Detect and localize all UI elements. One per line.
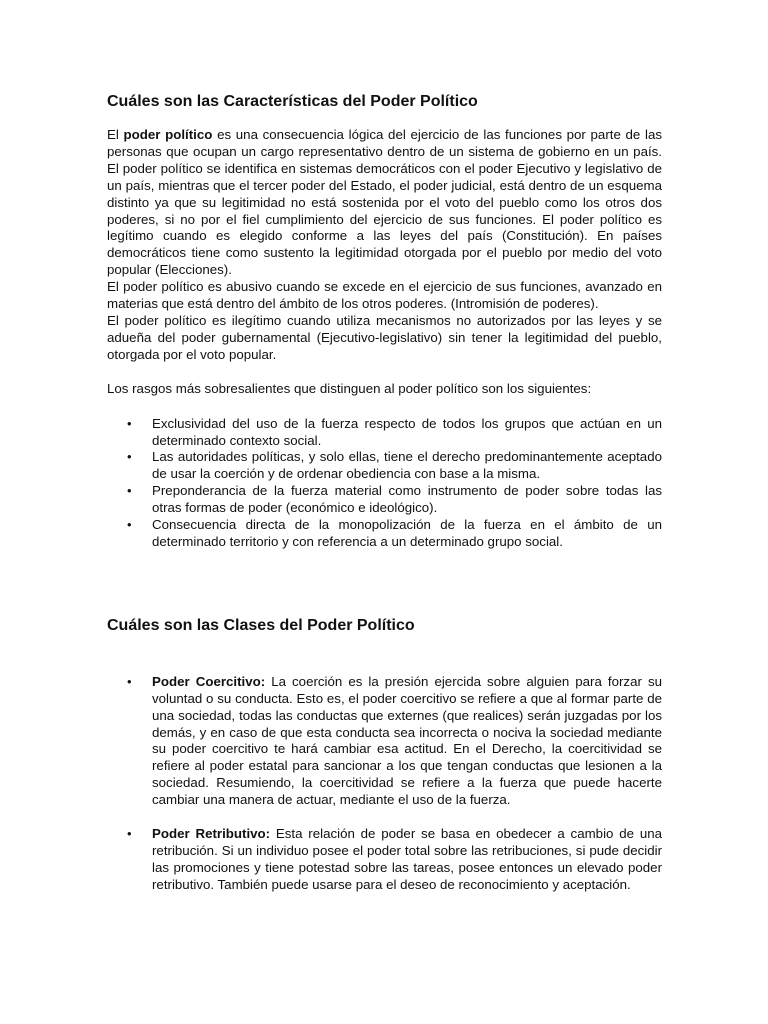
class-text: Esta relación de poder se basa en obedecer a cambio de una retribución. Si un individuo posee el poder total sobre las retribuciones, si pude decidir las promociones y tiene potestad sobre las tareas, posee entonces un elevado poder retributivo. También puede usarse para el deseo de reconocimiento y aceptación. — [152, 826, 662, 892]
class-term: Poder Retributivo: — [152, 826, 271, 842]
abusive-paragraph: El poder político es abusivo cuando se excede en el ejercicio de sus funciones, avanzado en materias que está dentro del ámbito de los otros poderes. (Intromisión de poderes). — [107, 279, 662, 312]
list-item-text: Preponderancia de la fuerza material como instrumento de poder sobre todas las otras formas de poder (económico e ideológico). — [152, 483, 662, 516]
bullet-icon: • — [127, 415, 132, 431]
bullet-icon: • — [127, 449, 132, 465]
section-title-characteristics: Cuáles son las Características del Poder Político — [107, 93, 478, 110]
bullet-icon: • — [127, 673, 132, 689]
illegitimate-paragraph: El poder político es ilegítimo cuando utiliza mecanismos no autorizados por las leyes y se adueña del poder gubernamental (Ejecutivo-legislativo) sin tener la legitimidad del pueblo, otorgada por el voto popular. — [107, 312, 662, 362]
intro-paragraph — [107, 127, 662, 279]
bullet-icon: • — [127, 826, 132, 842]
list-item — [107, 674, 662, 809]
list-item — [107, 483, 662, 517]
list-item — [107, 517, 662, 551]
traits-list — [107, 416, 662, 551]
intro-prefix: El — [107, 127, 124, 142]
traits-lead: Los rasgos más sobresalientes que distinguen al poder político son los siguientes: — [107, 380, 592, 396]
bullet-icon: • — [127, 483, 132, 499]
list-item-text: Exclusividad del uso de la fuerza respecto de todos los grupos que actúan en un determinado contexto social. — [152, 415, 662, 448]
classes-list — [107, 674, 662, 894]
intro-rest: es una consecuencia lógica del ejercicio de las funciones por parte de las personas que ocupan un cargo representativo dentro de un sistema de gobierno en un país. El poder político se identifica en sistemas democráticos con el poder Ejecutivo y legislativo de un país, mientras que el tercer poder del Estado, el poder judicial, está dentro de un esquema distinto ya que su legitimidad no está sostenida por el voto del pueblo como los otros dos poderes, si no por el fiel cumplimiento del ejercicio de sus funciones. El poder político es legítimo cuando es elegido conforme a las leyes del país (Constitución). En países democráticos tiene como sustento la legitimidad otorgada por el pueblo por medio del voto popular (Elecciones). — [107, 127, 662, 278]
list-item — [107, 416, 662, 450]
section-title-classes: Cuáles son las Clases del Poder Político — [107, 616, 415, 634]
list-item — [107, 449, 662, 483]
list-item — [107, 826, 662, 894]
list-item-text: Consecuencia directa de la monopolización de la fuerza en el ámbito de un determinado territorio y con referencia a un determinado grupo social. — [152, 517, 662, 549]
class-text: La coerción es la presión ejercida sobre alguien para forzar su voluntad o su conducta. Esto es, el poder coercitivo se refiere a que al formar parte de una sociedad, todas las conductas que externes (que realices) serán juzgadas por los demás, y en caso de que esta conducta sea incorrecta o nociva la sociedad mediante su poder coercitivo te hará cambiar esa actitud. En el Derecho, la coercitividad se refiere al poder estatal para sancionar a los que tengan conductas que lesionen a la sociedad. Resumiendo, la coercitividad se refiere a la fuerza que puede hacerte cambiar una manera de actuar, mediante el uso de la fuerza. — [152, 673, 662, 808]
class-term: Poder Coercitivo: — [152, 673, 266, 689]
bullet-icon: • — [127, 517, 132, 533]
list-item-text: Las autoridades políticas, y solo ellas, tiene el derecho predominantemente aceptado de usar la coerción y de ordenar obediencia con base a la misma. — [152, 449, 662, 482]
intro-bold-term: poder político — [123, 127, 213, 142]
